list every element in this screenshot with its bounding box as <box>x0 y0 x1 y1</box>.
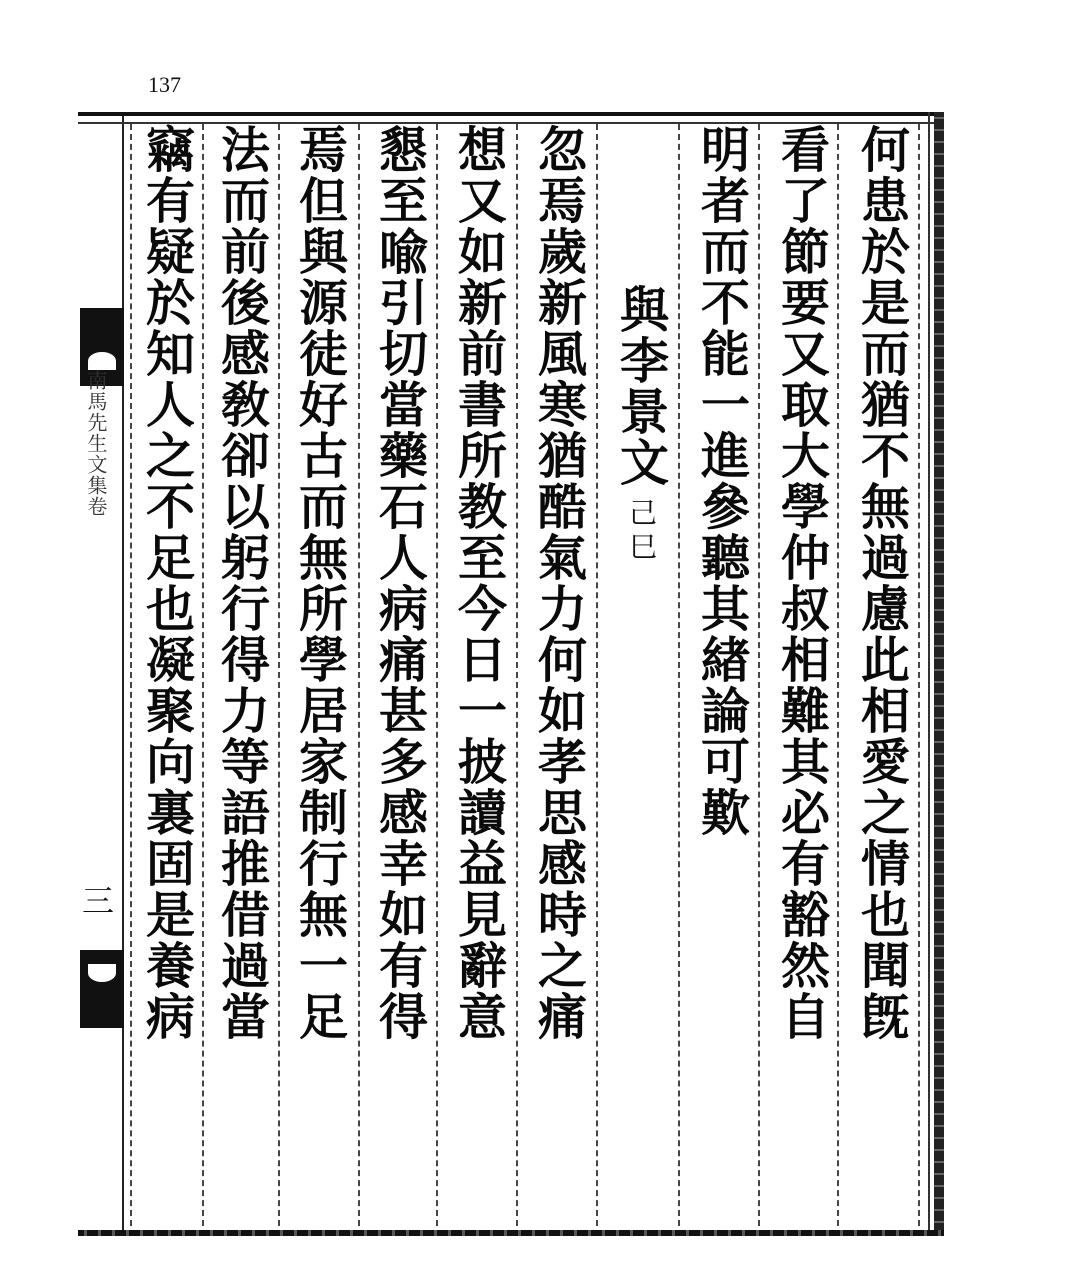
text-column-2 <box>764 124 840 1226</box>
margin-leaf-number: 三 <box>82 882 115 920</box>
column-text: 何患於是而猶不無過慮此相愛之情也聞旣 <box>853 124 912 1042</box>
text-column-8 <box>282 124 358 1226</box>
text-column-7 <box>362 124 438 1226</box>
text-column-9 <box>204 124 280 1226</box>
column-text: 明者而不能一進參聽其緖論可歎 <box>693 124 752 838</box>
letter-title: 與李景文 <box>612 284 671 488</box>
column-text: 竊有疑於知人之不足也凝聚向裏固是養病 <box>138 124 197 1042</box>
margin-book-title: 南馬先生文集卷 <box>84 370 108 517</box>
text-column-1 <box>844 124 920 1226</box>
right-border-inner <box>928 112 930 1236</box>
letter-date-note: 己巳 <box>625 498 658 566</box>
top-rule <box>78 112 944 116</box>
column-text: 懇至喩引切當藥石人病痛甚多感幸如有得 <box>371 124 430 1042</box>
column-text: 焉但與源徒好古而無所學居家制行無一足 <box>291 124 350 1042</box>
text-column-10 <box>130 124 204 1226</box>
letter-heading <box>612 284 671 566</box>
column-text: 忽焉歲新風寒猶酷氣力何如孝思感時之痛 <box>530 124 589 1042</box>
text-column-5 <box>520 124 598 1226</box>
text-column-3 <box>684 124 760 1226</box>
column-text: 看了節要又取大學仲叔相難其必有豁然自 <box>773 124 832 1042</box>
column-separator <box>358 124 360 1226</box>
bottom-rule <box>78 1230 944 1236</box>
column-text: 法而前後感敎卻以躬行得力等語推借過當 <box>213 124 272 1042</box>
letter-heading-column <box>602 124 680 1226</box>
right-border <box>934 112 944 1236</box>
column-text: 想又如新前書所教至今日一披讀益見辭意 <box>450 124 509 1042</box>
text-column-6 <box>440 124 518 1226</box>
page-number: 137 <box>148 72 181 97</box>
text-block <box>78 112 944 1236</box>
